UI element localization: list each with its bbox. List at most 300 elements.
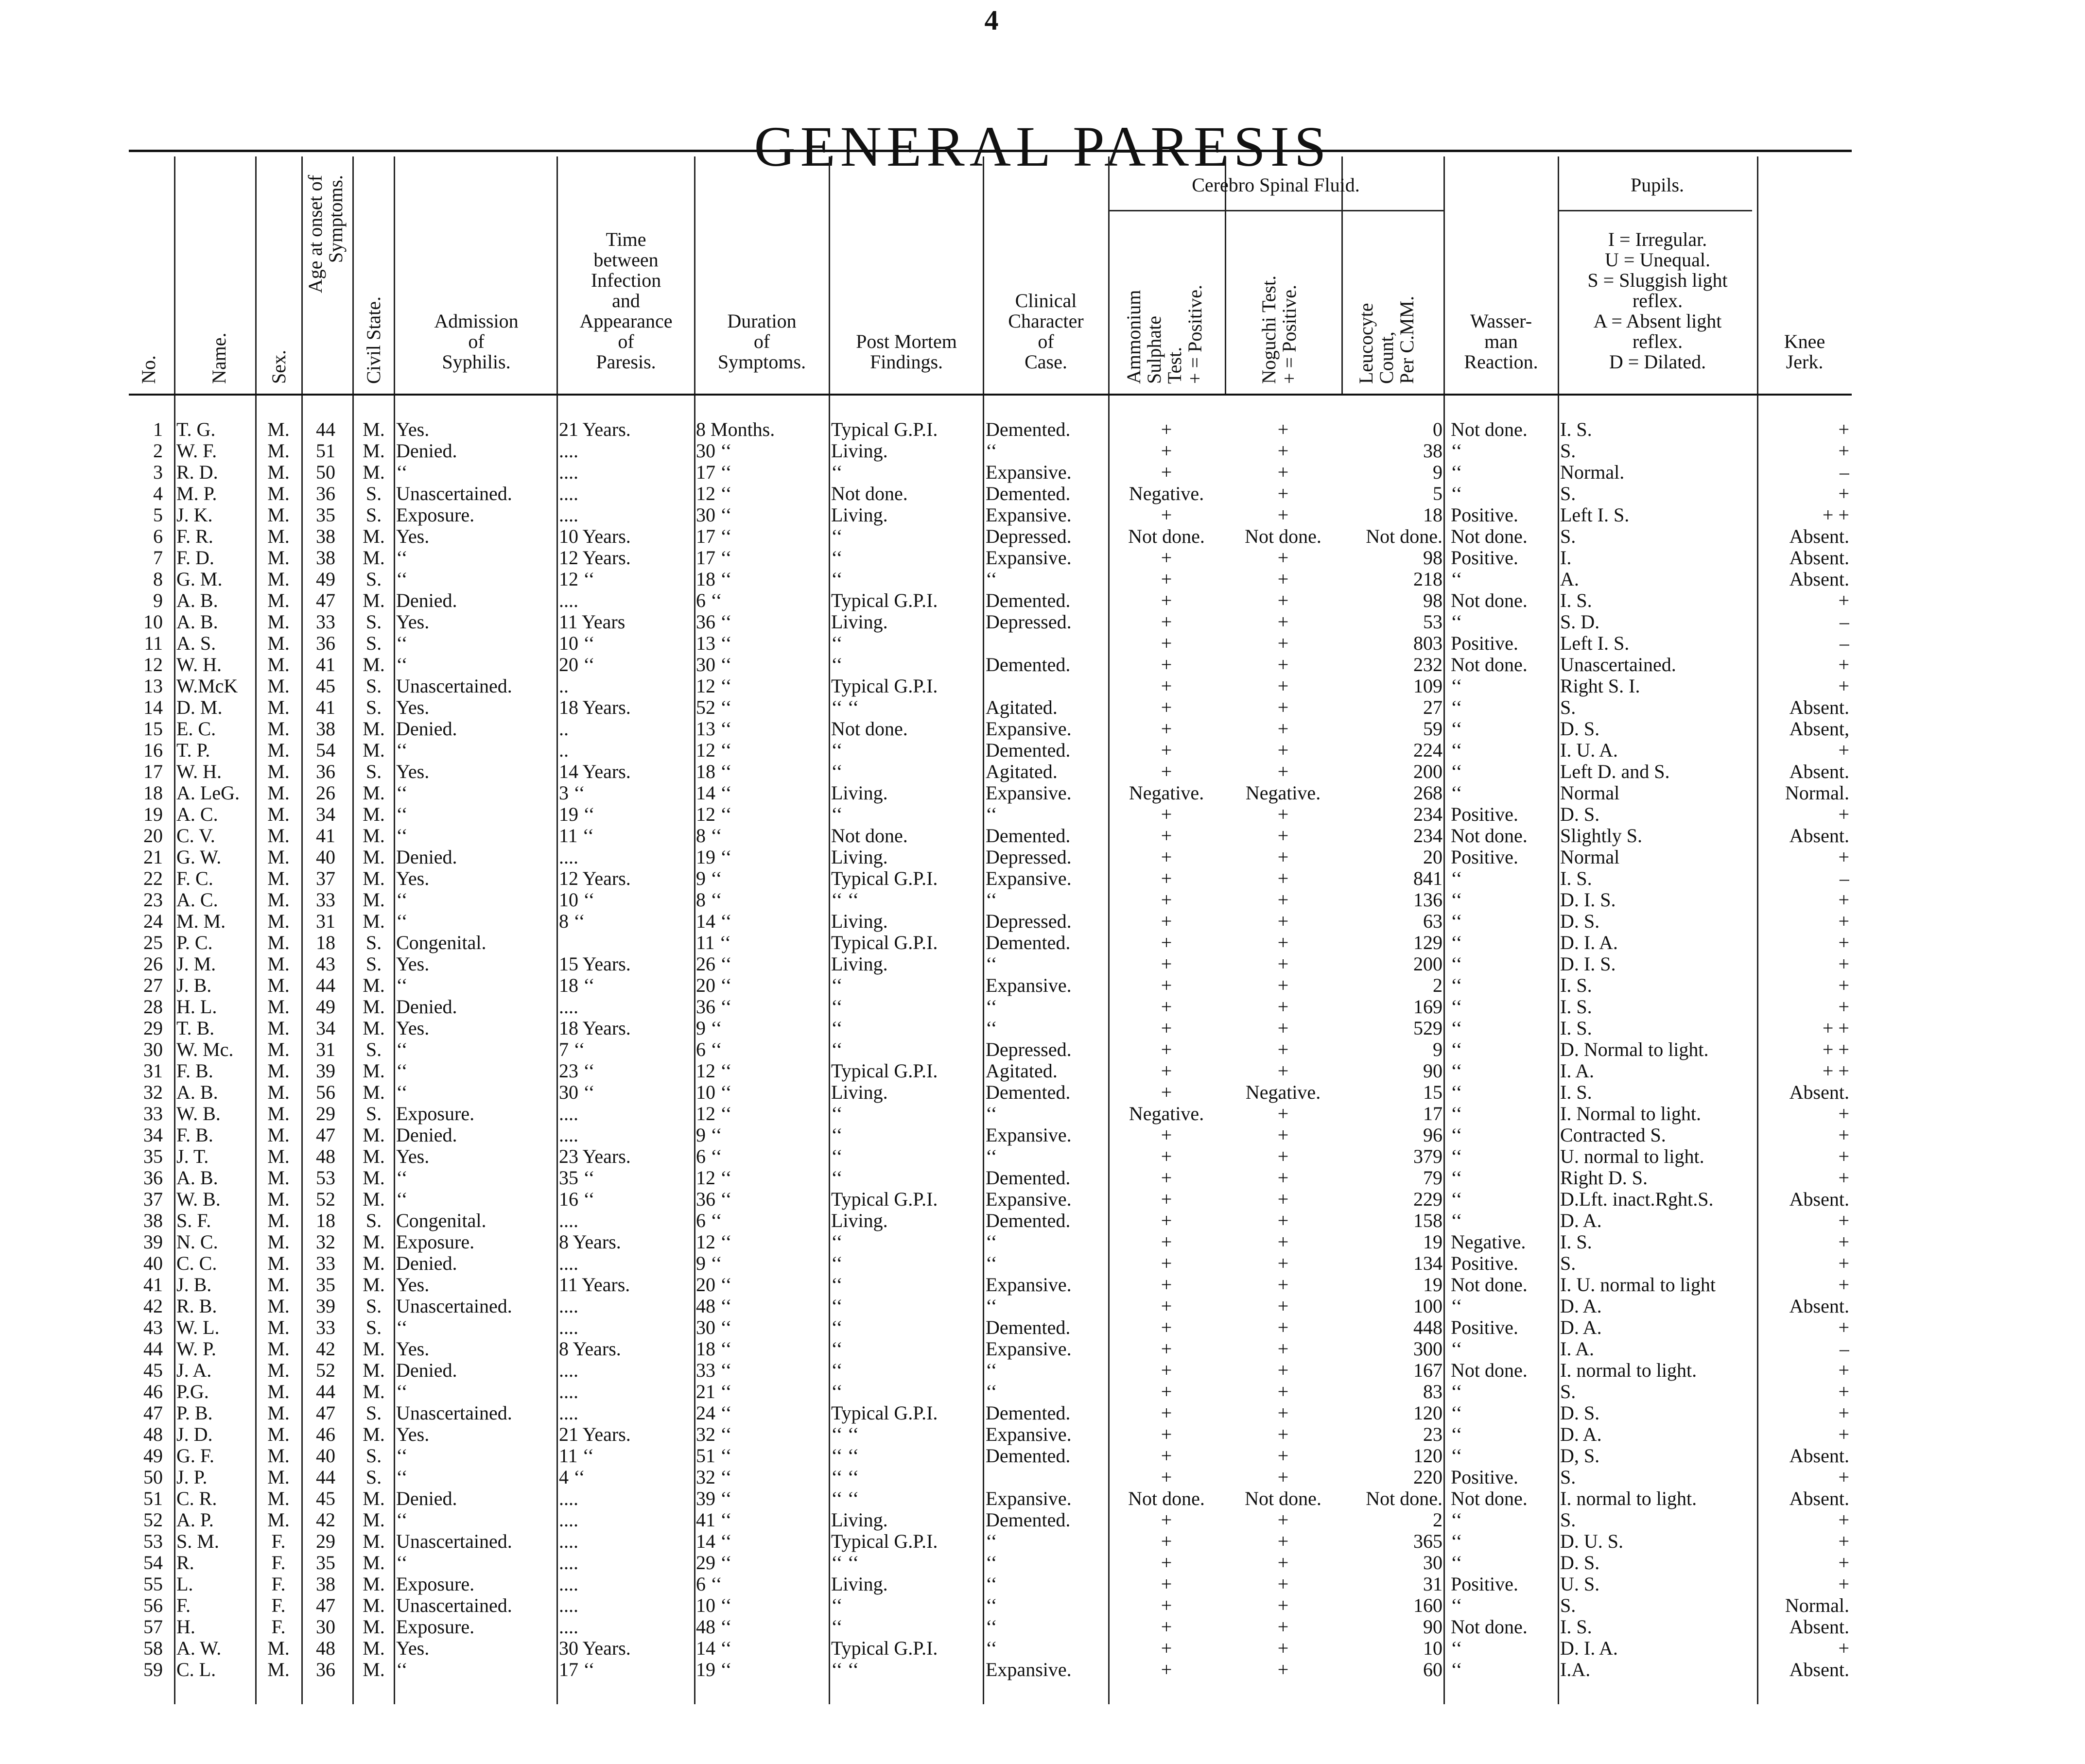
cell-name: G. M. (176, 569, 223, 590)
cell-time: 8 Years. (559, 1231, 621, 1253)
cell-name: R. (176, 1552, 194, 1574)
cell-name: W.McK (176, 675, 238, 697)
cell-wassermann: ‘‘ (1451, 953, 1462, 975)
cell-admission: ‘‘ (396, 1082, 408, 1103)
table-row (0, 1360, 2085, 1381)
cell-civil: S. (365, 1039, 382, 1060)
cell-age: 33 (316, 889, 335, 911)
cell-name: A. C. (176, 889, 218, 911)
cell-knee: + (1838, 419, 1849, 440)
cell-noguchi: + (1277, 1467, 1289, 1488)
cell-name: R. D. (176, 462, 218, 483)
cell-time: .... (559, 1552, 578, 1574)
cell-noguchi: + (1277, 462, 1289, 483)
cell-sex: M. (267, 504, 290, 526)
cell-wassermann: ‘‘ (1451, 761, 1462, 782)
cell-postmortem: Typical G.P.I. (831, 1189, 938, 1210)
cell-age: 38 (316, 718, 335, 740)
cell-age: 39 (316, 1060, 335, 1082)
cell-postmortem: Typical G.P.I. (831, 1638, 938, 1659)
cell-no: 39 (143, 1231, 163, 1253)
cell-admission: Exposure. (396, 504, 475, 526)
cell-duration: 18 ‘‘ (696, 761, 732, 782)
cell-age: 41 (316, 654, 335, 675)
cell-postmortem: Living. (831, 611, 888, 633)
cell-noguchi: + (1277, 440, 1289, 462)
cell-no: 51 (143, 1488, 163, 1509)
cell-name: F. C. (176, 868, 213, 889)
cell-duration: 51 ‘‘ (696, 1445, 732, 1467)
table-row (0, 1424, 2085, 1445)
cell-name: W. L. (176, 1317, 220, 1338)
cell-no: 50 (143, 1467, 163, 1488)
cell-leucocyte: 2 (1433, 975, 1442, 996)
cell-civil: S. (365, 1317, 382, 1338)
cell-clinical: ‘‘ (986, 1296, 997, 1317)
cell-pupils: S. (1560, 1253, 1576, 1274)
cell-sex: F. (271, 1595, 286, 1616)
header-civil-state: Civil State. (363, 296, 384, 384)
table-row (0, 483, 2085, 504)
cell-noguchi: + (1277, 761, 1289, 782)
cell-no: 25 (143, 932, 163, 953)
cell-time: 18 Years. (559, 1018, 631, 1039)
cell-noguchi: + (1277, 1616, 1289, 1638)
table-row (0, 718, 2085, 740)
cell-no: 56 (143, 1595, 163, 1616)
cell-no: 43 (143, 1317, 163, 1338)
cell-wassermann: ‘‘ (1451, 889, 1462, 911)
cell-civil: M. (363, 975, 385, 996)
cell-ammonium: + (1161, 1018, 1172, 1039)
cell-sex: M. (267, 1060, 290, 1082)
cell-sex: F. (271, 1552, 286, 1574)
cell-time: 3 ‘‘ (559, 782, 585, 804)
cell-pupils: D, S. (1560, 1445, 1600, 1467)
cell-noguchi: + (1277, 697, 1289, 718)
cell-civil: M. (363, 847, 385, 868)
cell-wassermann: ‘‘ (1451, 1445, 1462, 1467)
cell-name: D. M. (176, 697, 223, 718)
cell-clinical: Expansive. (986, 1124, 1072, 1146)
cell-time: 30 Years. (559, 1638, 631, 1659)
cell-noguchi: + (1277, 547, 1289, 569)
cell-pupils: Right D. S. (1560, 1167, 1648, 1189)
cell-wassermann: ‘‘ (1451, 1018, 1462, 1039)
cell-postmortem: Typical G.P.I. (831, 419, 938, 440)
cell-knee: + (1838, 1167, 1849, 1189)
cell-clinical: ‘‘ (986, 1146, 997, 1167)
cell-sex: M. (267, 1253, 290, 1274)
cell-postmortem: ‘‘ (831, 1616, 843, 1638)
cell-sex: M. (267, 590, 290, 611)
cell-leucocyte: 53 (1423, 611, 1442, 633)
cell-no: 23 (143, 889, 163, 911)
cell-knee: Absent. (1789, 547, 1849, 569)
cell-ammonium: + (1161, 654, 1172, 675)
cell-noguchi: + (1277, 483, 1289, 504)
cell-wassermann: Positive. (1451, 847, 1518, 868)
cell-duration: 12 ‘‘ (696, 740, 732, 761)
cell-leucocyte: 120 (1413, 1402, 1442, 1424)
cell-postmortem: ‘‘ ‘‘ (831, 889, 859, 911)
cell-time: .. (559, 718, 569, 740)
cell-sex: M. (267, 932, 290, 953)
table-row (0, 526, 2085, 547)
cell-duration: 9 ‘‘ (696, 1124, 722, 1146)
cell-duration: 39 ‘‘ (696, 1488, 732, 1509)
cell-duration: 14 ‘‘ (696, 1531, 732, 1552)
cell-postmortem: ‘‘ (831, 654, 843, 675)
cell-leucocyte: 167 (1413, 1360, 1442, 1381)
cell-civil: M. (363, 1360, 385, 1381)
cell-name: A. P. (176, 1509, 214, 1531)
cell-admission: ‘‘ (396, 654, 408, 675)
table-row (0, 1616, 2085, 1638)
cell-clinical (986, 1467, 1107, 1488)
cell-ammonium: + (1161, 975, 1172, 996)
cell-age: 45 (316, 1488, 335, 1509)
cell-noguchi: + (1277, 1531, 1289, 1552)
cell-ammonium: + (1161, 547, 1172, 569)
cell-sex: M. (267, 996, 290, 1018)
cell-wassermann: ‘‘ (1451, 697, 1462, 718)
cell-civil: S. (365, 675, 382, 697)
cell-noguchi: + (1277, 1274, 1289, 1296)
header-leucocyte: Leucocyte Count, Per C.MM. (1355, 295, 1418, 384)
cell-sex: M. (267, 1146, 290, 1167)
cell-leucocyte: 23 (1423, 1424, 1442, 1445)
cell-no: 49 (143, 1445, 163, 1467)
cell-pupils: S. (1560, 440, 1576, 462)
cell-leucocyte: 200 (1413, 761, 1442, 782)
cell-no: 13 (143, 675, 163, 697)
cell-civil: S. (365, 697, 382, 718)
cell-pupils: I. normal to light. (1560, 1488, 1697, 1509)
cell-duration: 30 ‘‘ (696, 654, 732, 675)
cell-sex: M. (267, 1638, 290, 1659)
cell-name: C. R. (176, 1488, 217, 1509)
cell-knee: – (1840, 611, 1849, 633)
cell-ammonium: Negative. (1129, 483, 1204, 504)
cell-clinical: Expansive. (986, 782, 1072, 804)
cell-clinical: Agitated. (986, 697, 1058, 718)
cell-time: 23 Years. (559, 1146, 631, 1167)
cell-age: 38 (316, 547, 335, 569)
cell-leucocyte: 63 (1423, 911, 1442, 932)
cell-wassermann: ‘‘ (1451, 911, 1462, 932)
cell-civil: M. (363, 804, 385, 825)
cell-pupils: I.A. (1560, 1659, 1591, 1680)
cell-wassermann: ‘‘ (1451, 868, 1462, 889)
cell-admission: Congenital. (396, 932, 486, 953)
table-row (0, 1595, 2085, 1616)
cell-civil: S. (365, 483, 382, 504)
cell-age: 36 (316, 1659, 335, 1680)
cell-ammonium: + (1161, 1253, 1172, 1274)
cell-duration: 32 ‘‘ (696, 1424, 732, 1445)
cell-admission: ‘‘ (396, 569, 408, 590)
cell-noguchi: Not done. (1245, 526, 1321, 547)
cell-no: 38 (143, 1210, 163, 1231)
cell-duration: 6 ‘‘ (696, 1039, 722, 1060)
cell-knee: + (1838, 1317, 1849, 1338)
cell-civil: S. (365, 504, 382, 526)
cell-pupils: I. S. (1560, 1082, 1592, 1103)
cell-age: 40 (316, 847, 335, 868)
cell-age: 51 (316, 440, 335, 462)
cell-knee: + (1838, 889, 1849, 911)
cell-duration: 21 ‘‘ (696, 1381, 732, 1402)
cell-no: 3 (153, 462, 163, 483)
table-body (0, 419, 2085, 1680)
cell-no: 8 (153, 569, 163, 590)
cell-clinical: Depressed. (986, 526, 1072, 547)
cell-age: 38 (316, 526, 335, 547)
table-row (0, 1317, 2085, 1338)
cell-age: 47 (316, 590, 335, 611)
cell-knee: + (1838, 1531, 1849, 1552)
cell-time: .... (559, 1124, 578, 1146)
cell-noguchi: Not done. (1245, 1488, 1321, 1509)
cell-wassermann: Positive. (1451, 804, 1518, 825)
cell-no: 33 (143, 1103, 163, 1124)
cell-age: 48 (316, 1146, 335, 1167)
cell-no: 15 (143, 718, 163, 740)
cell-postmortem: ‘‘ (831, 569, 843, 590)
cell-age: 45 (316, 675, 335, 697)
cell-no: 30 (143, 1039, 163, 1060)
cell-knee: + (1838, 1381, 1849, 1402)
cell-duration: 26 ‘‘ (696, 953, 732, 975)
cell-age: 33 (316, 1317, 335, 1338)
cell-civil: M. (363, 440, 385, 462)
cell-wassermann: ‘‘ (1451, 1146, 1462, 1167)
cell-clinical: Expansive. (986, 504, 1072, 526)
cell-pupils: D. S. (1560, 1552, 1600, 1574)
cell-pupils: Contracted S. (1560, 1124, 1666, 1146)
cell-wassermann: Not done. (1451, 590, 1528, 611)
cell-clinical: ‘‘ (986, 1595, 997, 1616)
cell-sex: M. (267, 1360, 290, 1381)
cell-civil: M. (363, 547, 385, 569)
cell-pupils: D. U. S. (1560, 1531, 1624, 1552)
cell-ammonium: + (1161, 1338, 1172, 1360)
cell-postmortem: ‘‘ (831, 1124, 843, 1146)
cell-postmortem: ‘‘ (831, 761, 843, 782)
cell-admission: Congenital. (396, 1210, 486, 1231)
cell-clinical: Depressed. (986, 911, 1072, 932)
cell-civil: M. (363, 1531, 385, 1552)
cell-civil: M. (363, 419, 385, 440)
cell-clinical: Expansive. (986, 975, 1072, 996)
cell-time: .... (559, 1402, 578, 1424)
cell-civil: S. (365, 611, 382, 633)
cell-knee: + + (1822, 1060, 1849, 1082)
cell-pupils: Normal (1560, 847, 1620, 868)
cell-name: J. B. (176, 975, 212, 996)
cell-age: 18 (316, 932, 335, 953)
cell-pupils: D. A. (1560, 1296, 1602, 1317)
cell-pupils: I. normal to light. (1560, 1360, 1697, 1381)
cell-admission: ‘‘ (396, 825, 408, 847)
cell-clinical: Agitated. (986, 761, 1058, 782)
cell-duration: 36 ‘‘ (696, 611, 732, 633)
cell-pupils: I. S. (1560, 1231, 1592, 1253)
cell-ammonium: + (1161, 1595, 1172, 1616)
cell-wassermann: Not done. (1451, 825, 1528, 847)
cell-sex: M. (267, 1488, 290, 1509)
cell-age: 35 (316, 1274, 335, 1296)
cell-time: 4 ‘‘ (559, 1467, 585, 1488)
cell-age: 41 (316, 825, 335, 847)
cell-clinical: Demented. (986, 1210, 1071, 1231)
table-row (0, 953, 2085, 975)
cell-time: 35 ‘‘ (559, 1167, 595, 1189)
cell-no: 12 (143, 654, 163, 675)
cell-age: 31 (316, 911, 335, 932)
cell-clinical: Demented. (986, 1317, 1071, 1338)
cell-civil: M. (363, 1167, 385, 1189)
cell-ammonium: Negative. (1129, 1103, 1204, 1124)
cell-age: 46 (316, 1424, 335, 1445)
cell-name: P. C. (176, 932, 213, 953)
cell-knee: + (1838, 1638, 1849, 1659)
cell-duration: 41 ‘‘ (696, 1509, 732, 1531)
cell-age: 35 (316, 504, 335, 526)
cell-duration: 8 Months. (696, 419, 775, 440)
cell-clinical: Demented. (986, 740, 1071, 761)
table-row (0, 911, 2085, 932)
header-admission: Admission of Syphilis. (434, 310, 519, 373)
cell-admission: ‘‘ (396, 1039, 408, 1060)
cell-sex: M. (267, 1296, 290, 1317)
cell-no: 20 (143, 825, 163, 847)
cell-civil: S. (365, 1402, 382, 1424)
cell-pupils: I. S. (1560, 1018, 1592, 1039)
cell-ammonium: + (1161, 1039, 1172, 1060)
cell-ammonium: + (1161, 462, 1172, 483)
cell-clinical: ‘‘ (986, 996, 997, 1018)
cell-noguchi: + (1277, 825, 1289, 847)
cell-leucocyte: 30 (1423, 1552, 1442, 1574)
cell-duration: 14 ‘‘ (696, 911, 732, 932)
cell-noguchi: + (1277, 804, 1289, 825)
cell-clinical: Depressed. (986, 847, 1072, 868)
csf-group-rule (1108, 210, 1443, 211)
cell-postmortem: Typical G.P.I. (831, 1402, 938, 1424)
cell-pupils: D. S. (1560, 1402, 1600, 1424)
cell-knee: + (1838, 440, 1849, 462)
cell-noguchi: + (1277, 718, 1289, 740)
cell-time: .... (559, 1531, 578, 1552)
cell-no: 59 (143, 1659, 163, 1680)
cell-age: 31 (316, 1039, 335, 1060)
table-row (0, 782, 2085, 804)
cell-civil: M. (363, 1082, 385, 1103)
cell-no: 17 (143, 761, 163, 782)
cell-postmortem: Typical G.P.I. (831, 1531, 938, 1552)
cell-admission: Yes. (396, 953, 430, 975)
cell-noguchi: Negative. (1245, 1082, 1321, 1103)
cell-clinical: Demented. (986, 654, 1071, 675)
cell-pupils: D. Normal to light. (1560, 1039, 1709, 1060)
cell-leucocyte: 365 (1413, 1531, 1442, 1552)
cell-clinical: ‘‘ (986, 1360, 997, 1381)
table-row (0, 590, 2085, 611)
cell-admission: ‘‘ (396, 633, 408, 654)
table-row (0, 1574, 2085, 1595)
cell-admission: Yes. (396, 611, 430, 633)
cell-noguchi: + (1277, 1296, 1289, 1317)
cell-ammonium: + (1161, 804, 1172, 825)
table-row (0, 996, 2085, 1018)
cell-wassermann: ‘‘ (1451, 1189, 1462, 1210)
cell-ammonium: + (1161, 1189, 1172, 1210)
cell-wassermann: Not done. (1451, 654, 1528, 675)
cell-duration: 12 ‘‘ (696, 1167, 732, 1189)
cell-noguchi: + (1277, 1253, 1289, 1274)
cell-time: .... (559, 1488, 578, 1509)
cell-admission: ‘‘ (396, 1467, 408, 1488)
cell-clinical: Demented. (986, 932, 1071, 953)
cell-no: 14 (143, 697, 163, 718)
cell-age: 47 (316, 1124, 335, 1146)
table-row (0, 1659, 2085, 1680)
cell-postmortem: Living. (831, 1509, 888, 1531)
cell-wassermann: ‘‘ (1451, 718, 1462, 740)
cell-clinical: Demented. (986, 590, 1071, 611)
cell-duration: 33 ‘‘ (696, 1360, 732, 1381)
cell-sex: M. (267, 953, 290, 975)
cell-ammonium: + (1161, 611, 1172, 633)
cell-duration: 10 ‘‘ (696, 1082, 732, 1103)
cell-postmortem: ‘‘ (831, 740, 843, 761)
cell-time: 21 Years. (559, 419, 631, 440)
table-row (0, 1296, 2085, 1317)
cell-clinical: ‘‘ (986, 440, 997, 462)
cell-ammonium: + (1161, 1574, 1172, 1595)
cell-ammonium: + (1161, 1531, 1172, 1552)
cell-admission: Yes. (396, 761, 430, 782)
cell-pupils: Slightly S. (1560, 825, 1642, 847)
cell-time: 12 ‘‘ (559, 569, 595, 590)
cell-postmortem: ‘‘ (831, 996, 843, 1018)
cell-age: 40 (316, 1445, 335, 1467)
cell-wassermann: ‘‘ (1451, 996, 1462, 1018)
cell-duration: 48 ‘‘ (696, 1296, 732, 1317)
cell-postmortem: ‘‘ (831, 975, 843, 996)
cell-knee: Absent. (1789, 526, 1849, 547)
cell-wassermann: ‘‘ (1451, 1082, 1462, 1103)
cell-wassermann: ‘‘ (1451, 440, 1462, 462)
cell-wassermann: ‘‘ (1451, 1167, 1462, 1189)
cell-sex: M. (267, 462, 290, 483)
cell-clinical: Expansive. (986, 1274, 1072, 1296)
cell-knee: Absent. (1789, 1488, 1849, 1509)
cell-name: C. L. (176, 1659, 216, 1680)
cell-admission: ‘‘ (396, 1317, 408, 1338)
cell-civil: M. (363, 718, 385, 740)
cell-name: W. P. (176, 1338, 216, 1360)
cell-time: 8 ‘‘ (559, 911, 585, 932)
cell-leucocyte: 20 (1423, 847, 1442, 868)
cell-pupils: D. I. S. (1560, 889, 1616, 911)
cell-no: 48 (143, 1424, 163, 1445)
cell-postmortem: Not done. (831, 718, 908, 740)
cell-civil: M. (363, 825, 385, 847)
cell-knee: + (1838, 996, 1849, 1018)
